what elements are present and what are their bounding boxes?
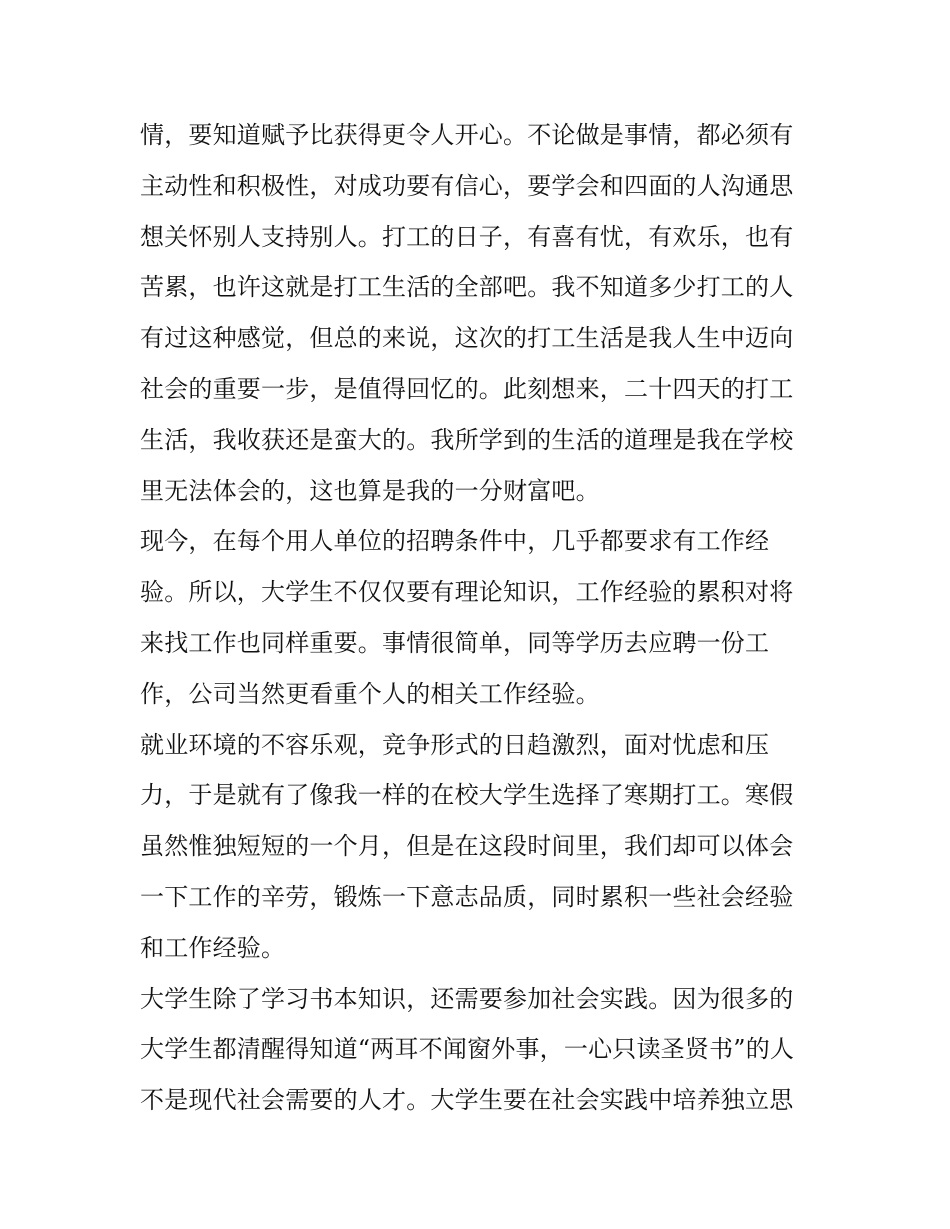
text-line: 作，公司当然更看重个人的相关工作经验。 <box>140 679 600 708</box>
text-line: 就业环境的不容乐观，竞争形式的日趋激烈，面对忧虑和压 <box>140 730 770 759</box>
text-line: 力，于是就有了像我一样的在校大学生选择了寒期打工。寒假 <box>140 781 794 810</box>
text-line: 有过这种感觉，但总的来说，这次的打工生活是我人生中迈向 <box>140 324 794 353</box>
text-line: 社会的重要一步，是值得回忆的。此刻想来，二十四天的打工 <box>140 374 794 403</box>
text-line: 验。所以，大学生不仅仅要有理论知识，工作经验的累积对将 <box>140 578 794 607</box>
text-line: 情，要知道赋予比获得更令人开心。不论做是事情，都必须有 <box>140 121 794 149</box>
text-line: 想关怀别人支持别人。打工的日子，有喜有忧，有欢乐，也有 <box>140 222 794 251</box>
text-line: 虽然惟独短短的一个月，但是在这段时间里，我们却可以体会 <box>140 832 794 861</box>
text-line: 生活，我收获还是蛮大的。我所学到的生活的道理是我在学校 <box>140 425 794 454</box>
text-line: 来找工作也同样重要。事情很简单，同等学历去应聘一份工 <box>140 628 770 657</box>
body-text <box>140 110 820 1126</box>
text-line: 一下工作的辛劳，锻炼一下意志品质，同时累积一些社会经验 <box>140 882 794 911</box>
text-line: 不是现代社会需要的人才。大学生要在社会实践中培养独立思 <box>140 1086 794 1115</box>
text-line: 大学生都清醒得知道“两耳不闻窗外事，一心只读圣贤书”的人 <box>140 1035 795 1064</box>
text-line: 主动性和积极性，对成功要有信心，要学会和四面的人沟通思 <box>140 171 794 200</box>
text-line: 里无法体会的，这也算是我的一分财富吧。 <box>140 476 600 505</box>
text-line: 现今，在每个用人单位的招聘条件中，几乎都要求有工作经 <box>140 527 770 556</box>
text-line: 苦累，也许这就是打工生活的全部吧。我不知道多少打工的人 <box>140 273 794 302</box>
text-line: 大学生除了学习书本知识，还需要参加社会实践。因为很多的 <box>140 984 794 1013</box>
text-line: 和工作经验。 <box>140 933 286 962</box>
